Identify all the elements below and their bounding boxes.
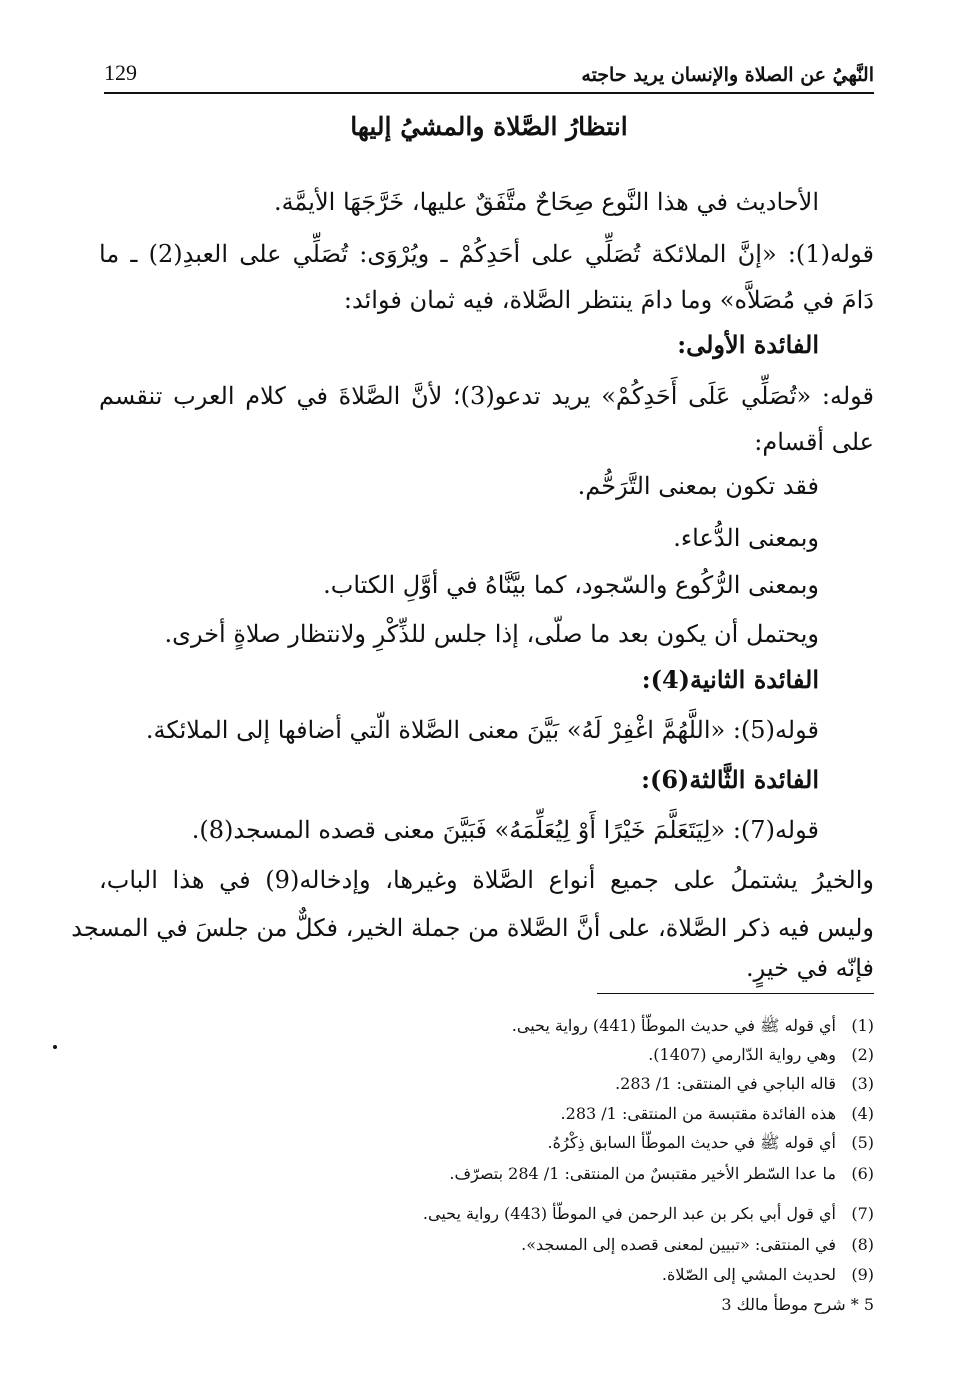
- body-line-6: على أقسام:: [754, 428, 874, 456]
- running-header: [104, 58, 874, 94]
- footnote-number: (6): [851, 1164, 874, 1183]
- footnote-5: [174, 1128, 874, 1157]
- body-line-16: وليس فيه ذكر الصَّلاة، على أنَّ الصَّلاة من جملة الخير، فكلٌّ من جلسَ في المسجد: [71, 914, 874, 942]
- footnote-3: [174, 1069, 874, 1098]
- footnote-separator: [597, 993, 874, 994]
- footnote-number: (5): [851, 1133, 874, 1152]
- footnote-2: [174, 1040, 874, 1069]
- footnote-number: (2): [851, 1045, 874, 1064]
- body-line-14: قوله(7): «لِيَتَعَلَّمَ خَيْرًا أَوْ لِيُعَلِّمَهُ» فَبَيَّنَ معنى قصده المسجد(8).: [191, 816, 819, 844]
- footnote-text: وهي رواية الدّارمي (1407).: [648, 1045, 836, 1064]
- body-line-15: والخيرُ يشتملُ على جميع أنواع الصَّلاة وغيرها، وإدخاله(9) في هذا الباب،: [99, 866, 874, 894]
- body-line-12: قوله(5): «اللَّهُمَّ اغْفِرْ لَهُ» بَيَّنَ معنى الصَّلاة الّتي أضافها إلى الملائكة.: [145, 716, 819, 744]
- subheading-second-benefit: الفائدة الثانية(4):: [641, 665, 819, 694]
- printer-signature: 5 * شرح موطأ مالك 3: [721, 1295, 874, 1314]
- footnote-text: أي قوله ﷺ في حديث الموطّأ السابق ذِكْرُهُ.: [547, 1133, 836, 1152]
- body-line-3: دَامَ في مُصَلاَّه» وما دامَ ينتظر الصَّلاة، فيه ثمان فوائد:: [343, 286, 874, 314]
- body-line-1: الأحاديث في هذا النَّوع صِحَاحٌ متَّفَقٌ عليها، خَرَّجَهَا الأيمَّة.: [273, 188, 819, 216]
- footnote-text: هذه الفائدة مقتبسة من المنتقى: 1/ 283.: [560, 1104, 836, 1123]
- body-line-9: وبمعنى الرُّكُوع والسّجود، كما بيَّنَّاهُ في أوَّلِ الكتاب.: [323, 571, 819, 599]
- footnote-number: (1): [851, 1016, 874, 1035]
- running-header-title: النَّهيُ عن الصلاة والإنسان يريد حاجته: [581, 64, 874, 86]
- footnote-6: [174, 1159, 874, 1188]
- footnote-number: (9): [851, 1265, 874, 1284]
- scan-speck: [53, 1045, 57, 1049]
- footnote-number: (4): [851, 1104, 874, 1123]
- page-number: 129: [104, 60, 137, 85]
- body-line-8: وبمعنى الدُّعاء.: [673, 524, 819, 552]
- subheading-first-benefit: الفائدة الأولى:: [677, 330, 819, 359]
- footnote-number: (3): [851, 1074, 874, 1093]
- body-line-17: فإنّه في خيرٍ.: [745, 954, 874, 982]
- footnote-9: [174, 1260, 874, 1289]
- footnote-text: قاله الباجي في المنتقى: 1/ 283.: [615, 1074, 836, 1093]
- footnote-1: [174, 1011, 874, 1040]
- footnote-number: (7): [851, 1204, 874, 1223]
- footnote-number: (8): [851, 1235, 874, 1254]
- body-line-2: قوله(1): «إنَّ الملائكة تُصَلِّي على أحَدِكُمْ ـ ويُرْوَى: تُصَلِّي على العبدِ(2) ـ ما: [99, 240, 874, 268]
- footnote-text: في المنتقى: «تبيين لمعنى قصده إلى المسجد».: [521, 1235, 836, 1254]
- footnote-text: ما عدا السّطر الأخير مقتبسٌ من المنتقى: 1/ 284 بتصرّف.: [449, 1164, 836, 1183]
- subheading-third-benefit: الفائدة الثَّالثة(6):: [641, 765, 819, 794]
- body-line-7: فقد تكون بمعنى التَّرَحُّم.: [577, 472, 819, 500]
- footnote-7: [174, 1199, 874, 1228]
- section-heading: انتظارُ الصَّلاة والمشيُ إليها: [350, 112, 628, 141]
- footnote-text: أي قول أبي بكر بن عبد الرحمن في الموطّأ (443) رواية يحيى.: [422, 1204, 836, 1223]
- footnote-text: لحديث المشي إلى الصّلاة.: [661, 1265, 836, 1284]
- footnote-8: [174, 1230, 874, 1259]
- body-line-5: قوله: «تُصَلِّي عَلَى أَحَدِكُمْ» يريد تدعو(3)؛ لأنَّ الصَّلاةَ في كلام العرب تنقسم: [99, 382, 875, 410]
- footnote-text: أي قوله ﷺ في حديث الموطّأ (441) رواية يحيى.: [511, 1016, 836, 1035]
- footnote-4: [174, 1099, 874, 1128]
- body-line-10: ويحتمل أن يكون بعد ما صلّى، إذا جلس للذِّكْرِ ولانتظار صلاةٍ أخرى.: [164, 620, 819, 648]
